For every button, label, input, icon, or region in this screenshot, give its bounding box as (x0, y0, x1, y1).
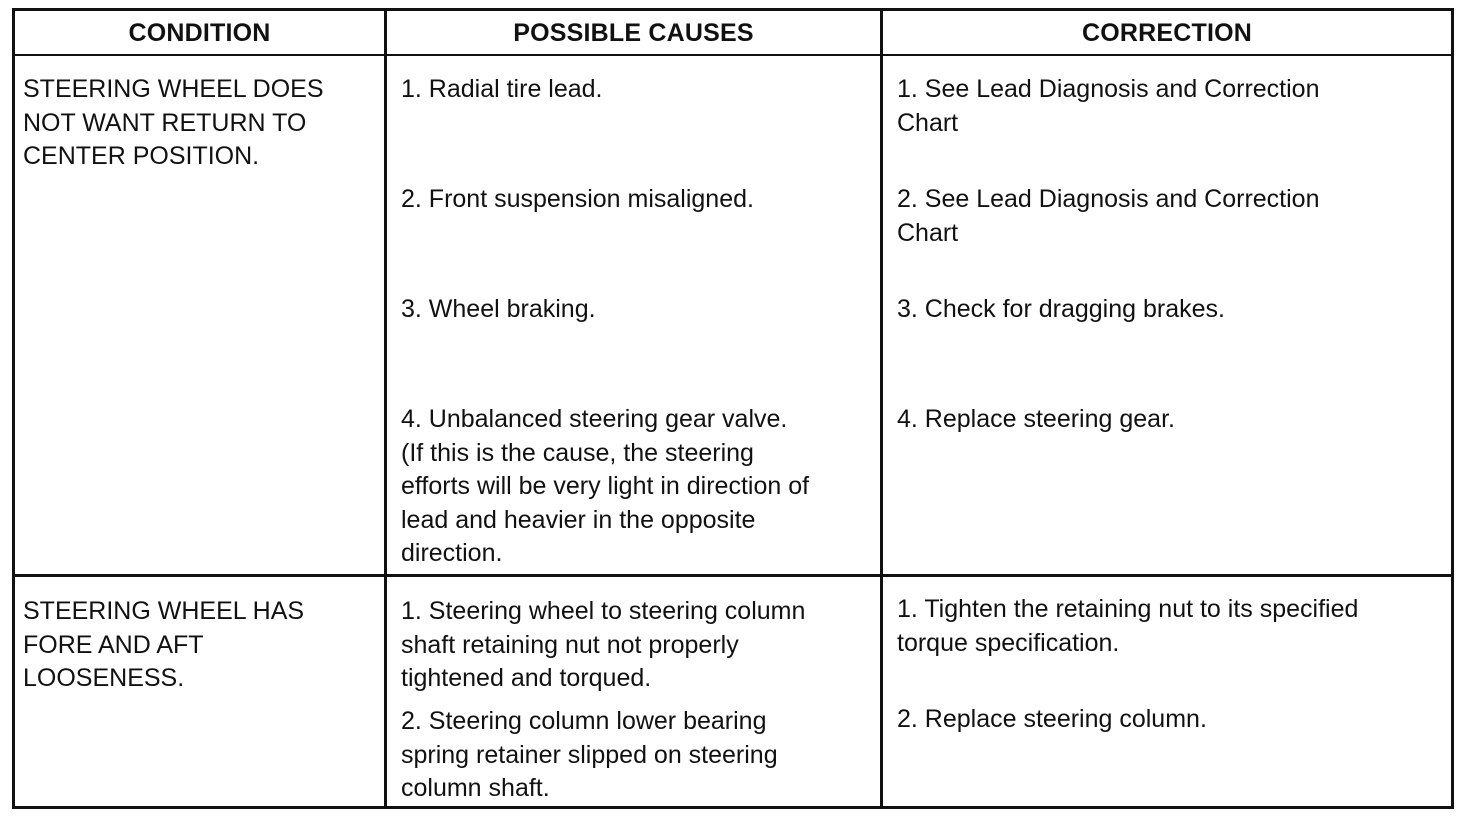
text-line: direction. (401, 539, 503, 567)
condition-text (23, 595, 304, 696)
cause-text (401, 403, 809, 571)
text-line: 2. Steering column lower bearing (401, 707, 767, 735)
text-line: 1. Steering wheel to steering column (401, 597, 806, 625)
header-correction-label: CORRECTION (1081, 18, 1253, 47)
text-line: 1. Tighten the retaining nut to its specified (897, 595, 1359, 623)
cause-text (401, 293, 596, 327)
header-causes (387, 11, 880, 55)
text-line: tightened and torqued. (401, 664, 652, 692)
text-line: column shaft. (401, 774, 550, 802)
cause-text (401, 183, 754, 217)
header-correction (883, 11, 1451, 55)
text-line: shaft retaining nut not properly (401, 630, 739, 659)
column-divider-2 (880, 11, 883, 806)
row-divider (15, 574, 1451, 577)
text-line: Chart (897, 108, 959, 137)
correction-text (897, 73, 1320, 140)
text-line: Chart (897, 218, 959, 247)
correction-text (897, 293, 1225, 327)
text-line: 4. Replace steering gear. (897, 405, 1175, 433)
correction-text (897, 403, 1175, 437)
text-line: spring retainer slipped on steering (401, 740, 778, 769)
text-line: efforts will be very light in direction of (401, 472, 810, 500)
text-line: FORE AND AFT (23, 630, 204, 659)
text-line: 1. See Lead Diagnosis and Correction (897, 75, 1320, 103)
text-line: STEERING WHEEL HAS (23, 597, 305, 625)
text-line: (If this is the cause, the steering (401, 438, 754, 467)
cause-text (401, 705, 778, 806)
column-divider-1 (384, 11, 387, 806)
header-causes-label: POSSIBLE CAUSES (513, 18, 754, 47)
text-line: 1. Radial tire lead. (401, 75, 603, 103)
correction-text (897, 593, 1358, 660)
text-line: 4. Unbalanced steering gear valve. (401, 405, 788, 433)
text-line: 3. Wheel braking. (401, 295, 596, 323)
header-condition-label: CONDITION (128, 18, 271, 47)
condition-text (23, 73, 324, 174)
text-line: lead and heavier in the opposite (401, 505, 756, 534)
cause-text (401, 73, 603, 107)
text-line: torque specification. (897, 628, 1120, 657)
header-condition (15, 11, 384, 55)
text-line: STEERING WHEEL DOES (23, 75, 324, 103)
correction-text (897, 703, 1207, 737)
text-line: 2. Front suspension misaligned. (401, 185, 754, 213)
text-line: NOT WANT RETURN TO (23, 108, 307, 137)
correction-text (897, 183, 1320, 250)
text-line: CENTER POSITION. (23, 142, 260, 170)
text-line: 2. See Lead Diagnosis and Correction (897, 185, 1320, 213)
text-line: LOOSENESS. (23, 664, 185, 692)
diagnosis-table (12, 8, 1454, 809)
text-line: 3. Check for dragging brakes. (897, 295, 1225, 323)
cause-text (401, 595, 805, 696)
text-line: 2. Replace steering column. (897, 705, 1207, 733)
